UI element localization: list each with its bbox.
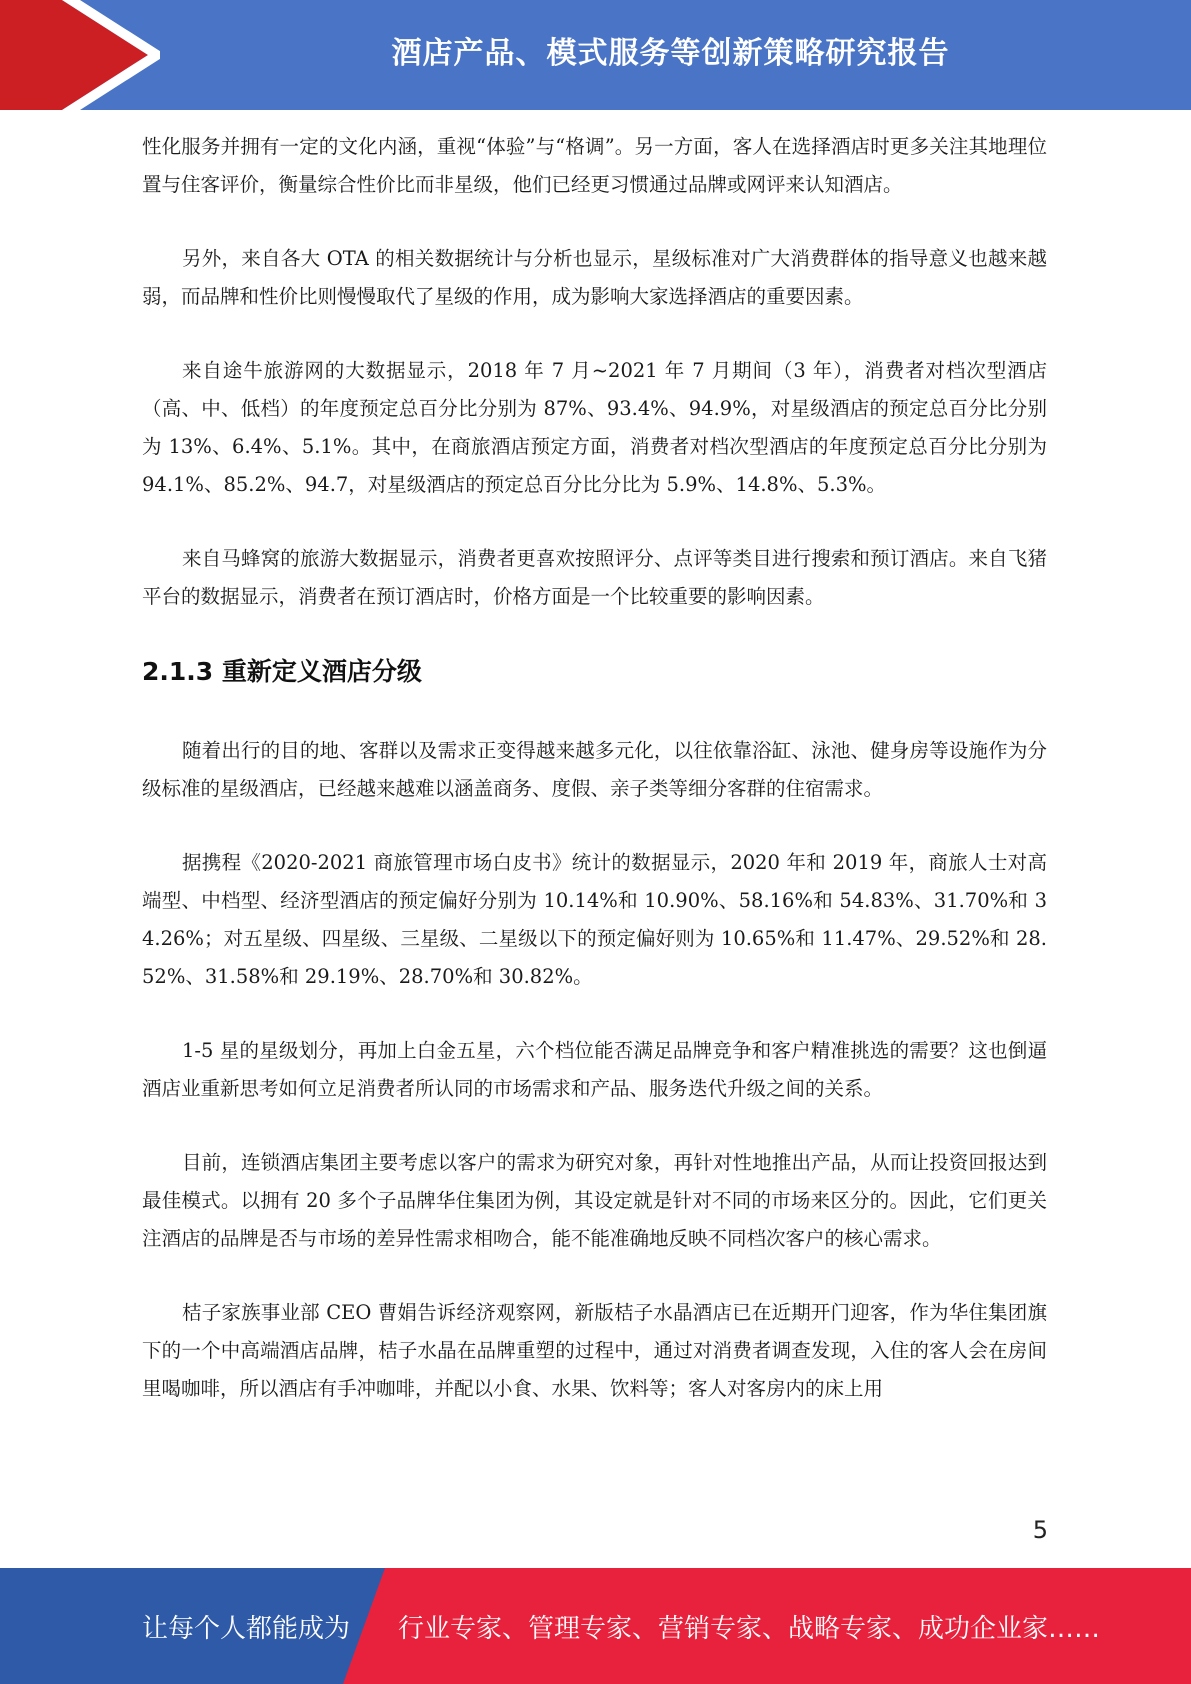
page-number: 5 bbox=[1032, 1516, 1048, 1544]
paragraph-star-rating: 1-5 星的星级划分，再加上白金五星，六个档位能否满足品牌竞争和客户精准挑选的需要？这也倒逼酒店业重新思考如何立足消费者所认同的市场需求和产品、服务迭代升级之间的关系。 bbox=[142, 1039, 1047, 1100]
footer-slogan-roles: 行业专家、管理专家、营销专家、战略专家、成功企业家…… bbox=[398, 1613, 1101, 1644]
paragraph-chain-groups: 目前，连锁酒店集团主要考虑以客户的需求为研究对象，再针对性地推出产品，从而让投资回报达到最佳模式。以拥有 20 多个子品牌华住集团为例，其设定就是针对不同的市场来区分的。因此，它们更关注酒店的品牌是否与市场的差异性需求相吻合，能不能准确地反映不同档次客户的核心需求。 bbox=[142, 1151, 1047, 1250]
paragraph-ota: 另外，来自各大 OTA 的相关数据统计与分析也显示，星级标准对广大消费群体的指导意义也越来越弱，而品牌和性价比则慢慢取代了星级的作用，成为影响大家选择酒店的重要因素。 bbox=[142, 247, 1047, 308]
page-footer bbox=[0, 1568, 1191, 1684]
footer-slogan-lead: 让每个人都能成为 bbox=[142, 1613, 351, 1644]
paragraph-tuniu: 来自途牛旅游网的大数据显示，2018 年 7 月~2021 年 7 月期间（3 年），消费者对档次型酒店（高、中、低档）的年度预定总百分比分别为 87%、93.4%、94.9%，对星级酒店的预定总百分比分别为 13%、6.4%、5.1%。其中，在商旅酒店预定方面，消费者对档次型酒店的年度预定总百分比分别为 94.1%、85.2%、94.7，对星级酒店的预定总百分比分比为 5.9%、14.8%、5.3%。 bbox=[142, 359, 1047, 496]
section-heading: 2.1.3 重新定义酒店分级 bbox=[142, 657, 422, 686]
paragraph-mafengwo: 来自马蜂窝的旅游大数据显示，消费者更喜欢按照评分、点评等类目进行搜索和预订酒店。来自飞猪平台的数据显示，消费者在预订酒店时，价格方面是一个比较重要的影响因素。 bbox=[142, 547, 1047, 608]
document-body bbox=[142, 128, 1047, 1444]
paragraph-diversification: 随着出行的目的地、客群以及需求正变得越来越多元化，以往依靠浴缸、泳池、健身房等设施作为分级标准的星级酒店，已经越来越难以涵盖商务、度假、亲子类等细分客群的住宿需求。 bbox=[142, 739, 1047, 800]
paragraph-ctrip: 据携程《2020-2021 商旅管理市场白皮书》统计的数据显示，2020 年和 2019 年，商旅人士对高端型、中档型、经济型酒店的预定偏好分别为 10.14%和 10.90%、58.16%和 54.83%、31.70%和 34.26%；对五星级、四星级、三星级、二星级以下的预定偏好则为 10.65%和 11.47%、29.52%和 28.52%、31.58%和 29.19%、28.70%和 30.82%。 bbox=[142, 851, 1047, 988]
paragraph-orange-crystal: 桔子家族事业部 CEO 曹娟告诉经济观察网，新版桔子水晶酒店已在近期开门迎客，作为华住集团旗下的一个中高端酒店品牌，桔子水晶在品牌重塑的过程中，通过对消费者调查发现，入住的客人会在房间里喝咖啡，所以酒店有手冲咖啡，并配以小食、水果、饮料等；客人对客房内的床上用 bbox=[142, 1301, 1047, 1400]
header-chevron-icon bbox=[0, 0, 160, 110]
report-title: 酒店产品、模式服务等创新策略研究报告 bbox=[391, 36, 950, 71]
paragraph-continuation: 性化服务并拥有一定的文化内涵，重视“体验”与“格调”。另一方面，客人在选择酒店时更多关注其地理位置与住客评价，衡量综合性价比而非星级，他们已经更习惯通过品牌或网评来认知酒店。 bbox=[142, 135, 1047, 196]
page-header bbox=[0, 0, 1191, 110]
